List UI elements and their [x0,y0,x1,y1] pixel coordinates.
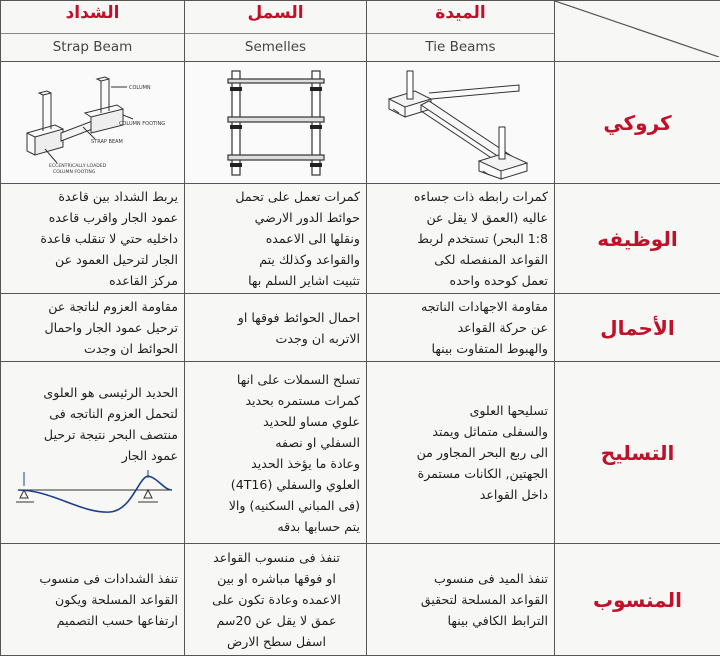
strap-beam-sketch [1,62,185,184]
row-label-loads: الأحمال [555,294,720,362]
label-strap-beam: STRAP BEAM [91,139,123,145]
strap-level-text: تنفذ الشدادات فى منسوب القواعد المسلحة ويكون ارتفاعها حسب التصميم [9,568,178,631]
label-eccentric-2: COLUMN FOOTING [53,169,96,175]
strap-level [1,544,185,656]
row-label-sketch: كروكي [555,62,720,184]
semelles-loads [185,294,367,362]
corner-diagonal [555,1,719,57]
row-reinforcement [1,362,720,544]
row-sketch [1,62,720,184]
strap-loads [1,294,185,362]
row-level [1,544,720,656]
strap-loads-text: مقاومة العزوم لناتجة عن ترحيل عمود الجار واحمال الحوائط ان وجدت [9,296,178,359]
strap-reinforcement [1,362,185,544]
label-column: COLUMN [129,85,151,91]
tie-level [367,544,555,656]
strap-beam-diagram [5,65,181,181]
header-strap-beam [1,1,185,62]
header-corner [555,1,720,62]
semelles-reinforcement [185,362,367,544]
header-row [1,1,720,62]
row-loads [1,294,720,362]
row-function [1,184,720,294]
row-label-function: الوظيفه [555,184,720,294]
tie-function [367,184,555,294]
row-label-level: المنسوب [555,544,720,656]
tie-reinforcement-text: تسليحها العلوى والسفلى متماثل ويمتد الى ربع البحر المجاور من الجهتين, الكانات مستمرة داخل القواعد [375,400,548,505]
header-strap-ar: الشداد [1,3,184,33]
tie-loads-text: مقاومة الاجهادات الناتجه عن حركة القواعد والهبوط المتفاوت بينها [375,296,548,359]
semelles-level-text: تنفذ فى منسوب القواعد او فوقها مباشره او بين الاعمده وعادة تكون على عمق لا يقل عن 20سم اسفل سطح الارض [193,547,360,652]
semelles-reinforcement-text: تسلح السملات على انها كمرات مستمره بحديد علوي مساو للحديد السفلي او نصفه وعادة ما يؤخذ الحديد العلوي والسفلي (4T16) (فى المباني السكنيه) والا يتم حسابها بدقه [193,369,360,537]
semelles-level [185,544,367,656]
tie-reinforcement [367,362,555,544]
semelles-function [185,184,367,294]
header-semelles-en: Semelles [185,33,366,60]
strap-reinforcement-text: الحديد الرئيسى هو العلوى لتحمل العزوم الناتجه فى منتصف البحر نتيجة ترحيل عمود الجار [9,382,178,466]
label-column-footing: COLUMN FOOTING [119,121,165,127]
header-semelles [185,1,367,62]
tie-loads [367,294,555,362]
strap-function [1,184,185,294]
tie-function-text: كمرات رابطه ذات جساءه عاليه (العمق لا يقل عن 1:8 البحر) تستخدم لربط القواعد المنفصله لكى تعمل كوحده واحده [375,186,548,291]
tie-beams-sketch [367,62,555,184]
tie-level-text: تنفذ الميد فى منسوب القواعد المسلحة لتحقيق الترابط الكافي بينها [375,568,548,631]
header-semelles-ar: السمل [185,3,366,33]
strap-function-text: يربط الشداد بين قاعدة عمود الجار واقرب قاعده داخليه حتي لا تنقلب قاعدة الجار لترحيل العمود عن مركز القاعده [9,186,178,291]
header-strap-en: Strap Beam [1,33,184,60]
tie-beams-diagram [369,65,553,181]
semelles-loads-text: احمال الحوائط فوقها او الاتربه ان وجدت [193,307,360,349]
header-tie-beams [367,1,555,62]
label-eccentric-1: ECCENTRICALLY LOADED [49,163,107,169]
row-label-reinforcement: التسليح [555,362,720,544]
semelles-sketch [185,62,367,184]
header-tie-ar: الميدة [367,3,554,33]
semelles-diagram [188,65,364,181]
moment-diagram [12,468,178,524]
semelles-function-text: كمرات تعمل على تحمل حوائط الدور الارضي ونقلها الى الاعمده والقواعد وكذلك يتم تثبيت اشاير السلم بها [193,186,360,291]
header-tie-en: Tie Beams [367,33,554,60]
